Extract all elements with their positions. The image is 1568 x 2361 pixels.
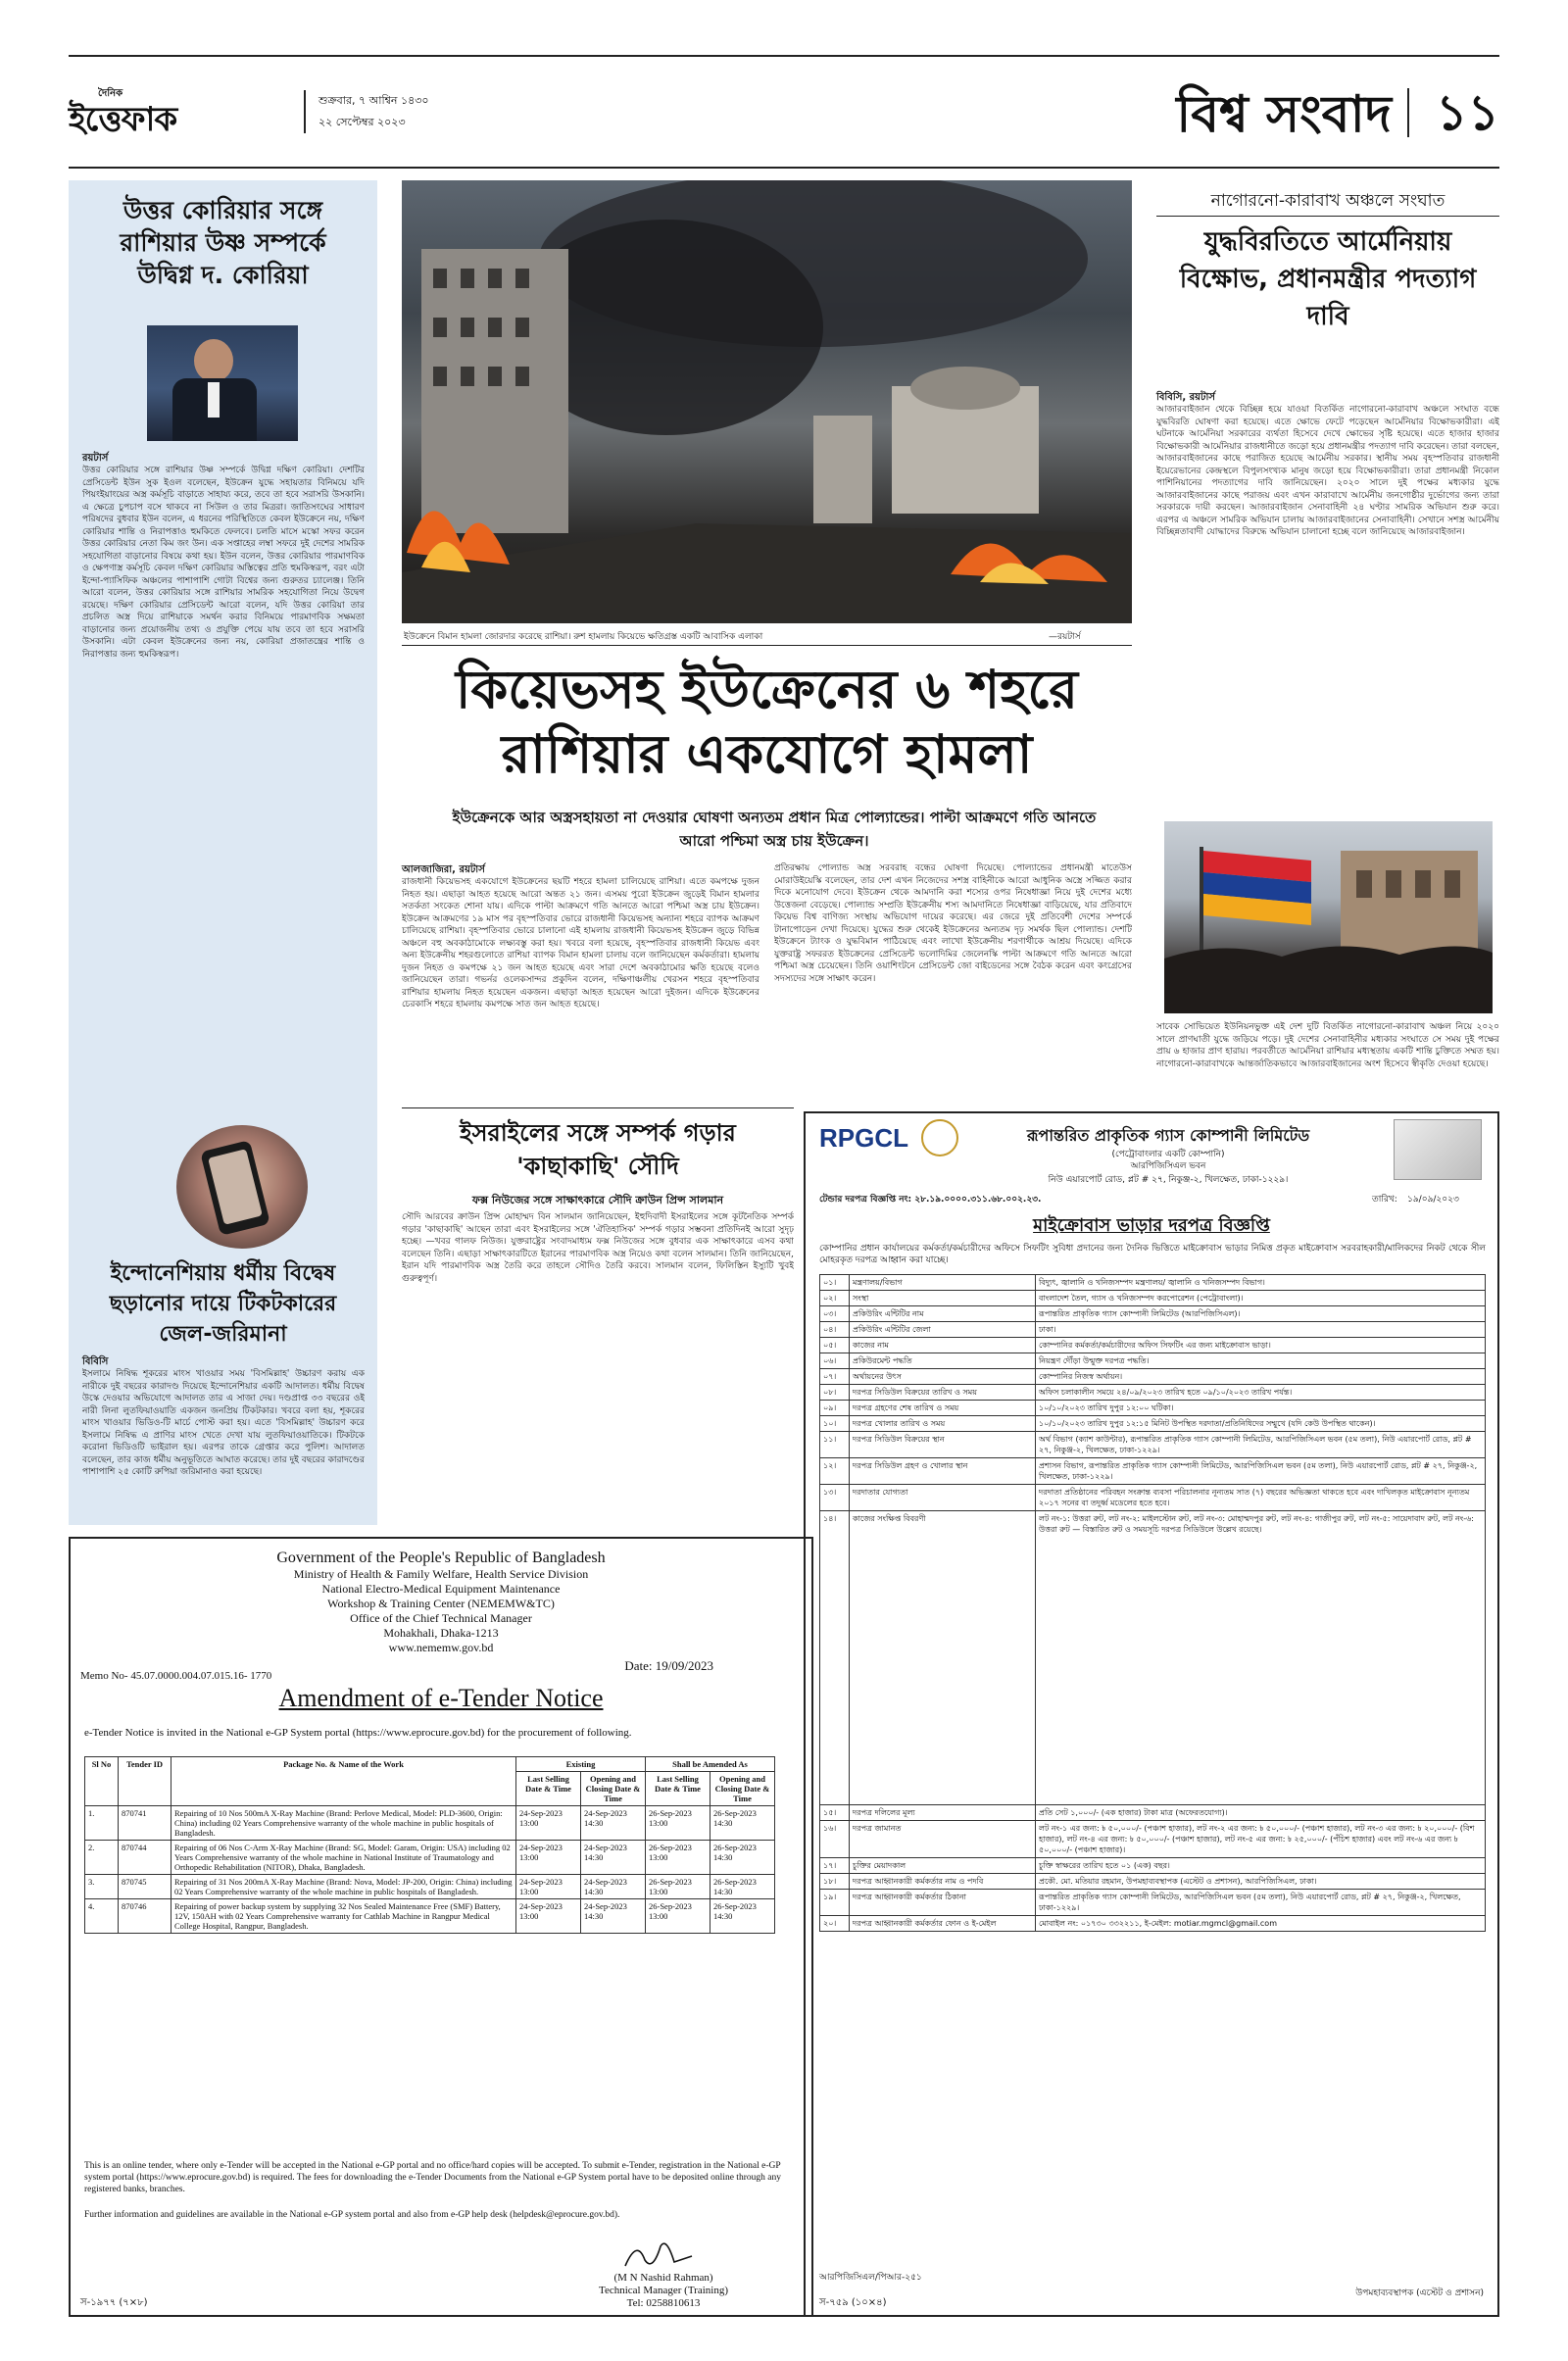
row-no: ১৪। — [820, 1511, 850, 1805]
row-value: লট নং-১: উত্তরা রুট, লট নং-২: মাইলস্টোন রুট, লট নং-৩: মোহাম্মদপুর রুট, লট নং-৪: গাজীপুর রুট, লট নং-৫: সায়েদাবাদ রুট, লট নং-৬: উত্তরা রুট — বিস্তারিত রুট ও সময়সূচি দরপত্র সিডিউলে উল্লেখ রয়েছে। — [1036, 1511, 1486, 1805]
govt-ad-code: স-১৯৭৭ (৭×৮) — [80, 2297, 148, 2308]
armenia-kicker-rule — [1156, 216, 1499, 217]
row-label: দরপত্র সিডিউল বিক্রয়ের স্থান — [850, 1432, 1036, 1458]
row-sl: 4. — [85, 1899, 119, 1934]
row-label: প্রকিউরমেন্ট পদ্ধতি — [850, 1353, 1036, 1369]
row-value: প্রতি সেট ১,০০০/- (এক হাজার) টাকা মাত্র (অফেরতযোগ্য)। — [1036, 1805, 1486, 1821]
th-new-last-selling: Last Selling Date & Time — [646, 1772, 710, 1806]
row-label: কাজের সংক্ষিপ্ত বিবরণী — [850, 1511, 1036, 1805]
rpgcl-footer-code: আরপিজিসিএল/পিআর-২৫১ — [819, 2273, 922, 2283]
row-no: ০৯। — [820, 1401, 850, 1416]
row-value: কোম্পানির নিজস্ব অর্থায়ন। — [1036, 1369, 1486, 1385]
th-sl: Sl No — [85, 1757, 119, 1806]
lead-col1: রাজধানী কিয়েভসহ একযোগে ইউক্রেনের ছয়টি শহরে হামলা চালিয়েছে রাশিয়া। এতে কমপক্ষে দুজন নিহত হয়। এছাড়া আহত হয়েছে আরো অন্তত ২১ জন। এসময় পুরো ইউক্রেন জুড়েই বিমান হামলার সতর্কতা সংকেত শোনা যায়। এদিকে পাল্টা আক্রমণে গতি আনতে আরো পশ্চিমা অস্ত্র চায় ইউক্রেন। ইউক্রেন আক্রমণের ১৯ মাস পর বৃহস্পতিবার ভোরে রাজধানী কিয়েভসহ অন্যান্য শহরে ব্যাপক আক্রমণ চালিয়েছে রাশিয়া। বৃহস্পতিবার ভোরে চালানো এই হামলায় রাজধানী কিয়েভসহ ইউক্রেন জুড়ে বিভিন্ন অঞ্চলে বহু অবকাঠামোকে লক্ষ্যবস্তু করা হয়। খবরে বলা হয়েছে, বৃহস্পতিবার রাজধানী কিয়েভ এবং অন্য ইউক্রেনীয় শহরগুলোতে রাশিয়া ব্যাপক বিমান হামলা চালায় বলে জানিয়েছেন কর্মকর্তারা। হামলায় দুজন নিহত ও কমপক্ষে ২১ জন আহত হয়েছে এবং সারা দেশে অবকাঠামোর ক্ষতি হয়েছে বলেও জানিয়েছেন তারা। গভর্নর ওলেকসান্দর প্রকুদিন বলেন, দক্ষিণাঞ্চলীয় খেরসন শহরে বৃহস্পতিবার রাশিয়ার হামলায় নিহত হয়েছেন একজন। এছাড়া আহত হয়েছেন আরো দুইজন। এদিকে ইউক্রেনের চেরকাসি শহরে হামলায় কমপক্ষে সাত জন আহত হয়েছে। — [402, 877, 760, 1009]
left-column — [69, 180, 377, 1525]
th-tender-id: Tender ID — [119, 1757, 172, 1806]
row-sl: 3. — [85, 1875, 119, 1899]
row-label: মন্ত্রণালয়/বিভাগ — [850, 1275, 1036, 1291]
portrait-emblem — [1394, 1119, 1482, 1180]
govt-line4: Workshop & Training Center (NEMEMW&TC) — [327, 1597, 555, 1610]
row-no: ১১। — [820, 1432, 850, 1458]
masthead-divider — [304, 90, 306, 133]
row-no: ১৬। — [820, 1821, 850, 1858]
row-ex-open: 24-Sep-2023 14:30 — [581, 1899, 646, 1934]
govt-line3: National Electro-Medical Equipment Maintenance — [321, 1582, 561, 1596]
govt-line6: Mohakhali, Dhaka-1213 — [383, 1626, 499, 1640]
armenia-photo-art — [1164, 821, 1493, 1013]
row-ex-open: 24-Sep-2023 14:30 — [581, 1841, 646, 1875]
armenia-title: যুদ্ধবিরতিতে আর্মেনিয়ায় বিক্ষোভ, প্রধানমন্ত্রীর পদত্যাগ দাবি — [1179, 227, 1477, 331]
govt-line2: Ministry of Health & Family Welfare, Health Service Division — [293, 1567, 589, 1581]
govt-memo: Memo No- 45.07.0000.004.07.015.16- 1770 — [80, 1670, 272, 1682]
row-value: ঢাকা। — [1036, 1322, 1486, 1338]
row-no: ১৯। — [820, 1890, 850, 1916]
row-no: ১৩। — [820, 1485, 850, 1511]
row-no: ০২। — [820, 1291, 850, 1306]
row-value: লট নং-১ এর জন্য: ৳ ৫০,০০০/- (পঞ্চাশ হাজার), লট নং-২ এর জন্য: ৳ ৫০,০০০/- (পঞ্চাশ হাজার), লট নং-৩ এর জন্য: ৳ ২০,০০০/- (বিশ হাজার), লট নং-৪ এর জন্য: ৳ ৫০,০০০/- (পঞ্চাশ হাজার), লট নং-৫ এর জন্য: ৳ ২৫,০০০/- (পঁচিশ হাজার) এবং লট নং-৬ এর জন্য ৳ ৫০,০০০/- (পঞ্চাশ হাজার)। — [1036, 1821, 1486, 1858]
table-row — [820, 1369, 1486, 1385]
tiktok-story-body: ইসলামে নিষিদ্ধ শূকরের মাংস খাওয়ার সময় 'বিসমিল্লাহ' উচ্চারণ করায় এক নারীকে দুই বছরের কারাদণ্ড দিয়েছে ইন্দোনেশিয়ার একটি আদালত। ধর্মীয় বিদ্বেষ উস্কে দেওয়ার অভিযোগে আদালত তার এ সাজা দেয়। দণ্ডপ্রাপ্ত ৩৩ বছরের ওই নারী লিনা লুতফিয়াওয়াতি একজন জনপ্রিয় টিকটকার। খবরে বলা হয়, শূকরের মাংস খাওয়ার ভিডিও-টি মার্চে পোস্ট করা হয়। এতে 'বিসমিল্লাহ' উচ্চারণ করে ইসলামে নিষিদ্ধ এ প্রাণির মাংস খেতে দেখা যায় লুতফিয়াওয়াতিকে। টিকটকে করোনা ভিডিওটি ভাইরাল হয়। এরপর তাকে গ্রেপ্তার করে পুলিশ। আদালত বলেছেন, তার কাজ ধর্মীয় অনুভূতিতে আঘাত করেছে। তার দুই বছরের কারাদণ্ডের পাশাপাশি ২৫ কোটি রুপিয়া জরিমানাও করা হয়েছে। — [82, 1369, 365, 1477]
row-work: Repairing of power backup system by supplying 32 Nos Sealed Maintenance Free (SMF) Battery, 12V, 150AH with 02 Years Comprehensive warranty for Cathlab Machine in Rangpur Medical College Hospital, Rangpur, Bangladesh. — [172, 1899, 516, 1934]
row-value: কোম্পানির কর্মকর্তা/কর্মচারীদের অফিস সিফটিং এর জন্য মাইক্রোবাস ভাড়া। — [1036, 1338, 1486, 1353]
row-value: মোবাইল নং: ০১৭৩০ ৩৩২২১১, ই-মেইল: motiar.mgmcl@gmail.com — [1036, 1916, 1486, 1932]
lead-subhead: ইউক্রেনকে আর অস্ত্রসহায়তা না দেওয়ার ঘোষণা অন্যতম প্রধান মিত্র পোল্যান্ডের। পাল্টা আক্রমণে গতি আনতে আরো পশ্চিমা অস্ত্র চায় ইউক্রেন। — [452, 809, 1097, 850]
row-work: Repairing of 10 Nos 500mA X-Ray Machine (Brand: Perlove Medical, Model: PLD-3600, Origin: China) including 02 Years Comprehensive warranty of the whole machine in public hospitals of Bangladesh. — [172, 1806, 516, 1841]
table-row — [820, 1890, 1486, 1916]
row-id: 870741 — [119, 1806, 172, 1841]
table-row — [820, 1291, 1486, 1306]
row-no: ০৬। — [820, 1353, 850, 1369]
govt-intro: e-Tender Notice is invited in the National e-GP System portal (https://www.eprocure.gov.bd) for the procurement of following. — [84, 1727, 632, 1739]
row-label: দরপত্র জামানত — [850, 1821, 1036, 1858]
govt-title: Amendment of e-Tender Notice — [278, 1684, 604, 1712]
row-value: চুক্তি স্বাক্ষরের তারিখ হতে ০১ (এক) বছর। — [1036, 1858, 1486, 1874]
govt-footer1: This is an online tender, where only e-Tender will be accepted in the National e-GP portal and no office/hard copies will be accepted. To submit e-Tender, registration in the National e-GP system portal (https://www.eprocure.gov.bd) is required. The fees for downloading the e-Tender Documents from the National e-GP System portal have to be deposited online through any registered banks, branches. — [84, 2161, 781, 2194]
row-value: প্রশাসন বিভাগ, রূপান্তরিত প্রাকৃতিক গ্যাস কোম্পানী লিমিটেড, আরপিজিসিএল ভবন (৫ম তলা), নিউ এয়ারপোর্ট রোড, প্লট # ২৭, নিকুঞ্জ-২, খিলক্ষেত, ঢাকা-১২২৯। — [1036, 1458, 1486, 1485]
table-row — [820, 1458, 1486, 1485]
row-no: ০৫। — [820, 1338, 850, 1353]
table-row — [85, 1875, 775, 1899]
rpgcl-ad-code: স-৭৫৯ (১০×৪) — [819, 2297, 887, 2308]
armenia-photo-caption: সাবেক সোভিয়েত ইউনিয়নভুক্ত এই দেশ দুটি বিতর্কিত নাগোরনো-কারাবাখ অঞ্চল নিয়ে ২০২০ সালে প্রাণঘাতী যুদ্ধে জড়িয়ে পড়ে। দুই দেশের সেনাবাহিনীর মধ্যকার সংঘাতে সে সময় দুই পক্ষের প্রায় ৬ হাজার প্রাণ হারায়। পরবর্তীতে আর্মেনিয়া রাশিয়ার মধ্যস্থতায় একটি শান্তি চুক্তিতে সম্মত হয়। নাগোরনো-কারাবাখকে আন্তর্জাতিকভাবে আজারবাইজানের অংশ হিসেবে স্বীকৃতি দেওয়া হয়েছে। — [1156, 1022, 1499, 1069]
rpgcl-date-label: তারিখ: — [1372, 1195, 1397, 1205]
saudi-subhead: ফক্স নিউজের সঙ্গে সাক্ষাৎকারে সৌদি ক্রাউন প্রিন্স সালমান — [471, 1194, 724, 1206]
top-rule — [69, 55, 1499, 57]
govt-sign-name: (M N Nashid Rahman) — [613, 2272, 713, 2284]
table-row — [820, 1322, 1486, 1338]
row-value: অর্থ বিভাগ (ক্যাশ কাউন্টার), রূপান্তরিত প্রাকৃতিক গ্যাস কোম্পানী লিমিটেড, আরপিজিসিএল ভবন (৫ম তলা), নিউ এয়ারপোর্ট রোড, প্লট # ২৭, নিকুঞ্জ-২, খিলক্ষেত, ঢাকা-১২২৯। — [1036, 1432, 1486, 1458]
logo-top: দৈনিক — [98, 88, 123, 99]
anniversary-badge — [921, 1119, 958, 1156]
row-label: দরপত্র গ্রহণের শেষ তারিখ ও সময় — [850, 1401, 1036, 1416]
row-ex-open: 24-Sep-2023 14:30 — [581, 1806, 646, 1841]
tiktok-story-byline: বিবিসি — [82, 1356, 109, 1367]
rpgcl-logo: RPGCL — [819, 1123, 908, 1153]
govt-tender-ad — [69, 1537, 813, 2317]
row-value: ১০/১০/২০২৩ তারিখ দুপুর ১২:১৫ মিনিট উপস্থিত দরদাতা/প্রতিনিধিদের সম্মুখে (যদি কেউ উপস্থিত থাকেন)। — [1036, 1416, 1486, 1432]
table-row — [85, 1899, 775, 1934]
row-no: ১২। — [820, 1458, 850, 1485]
masthead-rule — [69, 167, 1499, 169]
row-ex-sell: 24-Sep-2023 13:00 — [516, 1875, 581, 1899]
row-value: দরদাতা প্রতিষ্ঠানের পরিবহন সংক্রান্ত ব্যবসা পরিচালনার নূন্যতম সাত (৭) বছরের অভিজ্ঞতা থাকতে হবে এবং দাখিলকৃত মাইক্রোবাস নূন্যতম ২০১৭ সনের বা তদুর্ধ্ব মডেলের হতে হবে। — [1036, 1485, 1486, 1511]
masthead — [69, 82, 1499, 161]
table-row — [820, 1858, 1486, 1874]
row-label: দরপত্র দলিলের মূল্য — [850, 1805, 1036, 1821]
row-new-open: 26-Sep-2023 14:30 — [710, 1806, 775, 1841]
table-row — [820, 1432, 1486, 1458]
main-photo-caption: ইউক্রেনে বিমান হামলা জোরদার করেছে রাশিয়া। রুশ হামলায় কিয়েভে ক্ষতিগ্রস্ত একটি আবাসিক এলাকা — [404, 632, 763, 642]
rpgcl-title: মাইক্রোবাস ভাড়ার দরপত্র বিজ্ঞপ্তি — [1033, 1215, 1270, 1236]
rpgcl-table — [819, 1274, 1486, 1932]
row-no: ০৮। — [820, 1385, 850, 1401]
row-new-open: 26-Sep-2023 14:30 — [710, 1899, 775, 1934]
tiktok-photo — [176, 1125, 308, 1249]
row-new-sell: 26-Sep-2023 13:00 — [646, 1806, 710, 1841]
row-ex-sell: 24-Sep-2023 13:00 — [516, 1841, 581, 1875]
row-label: চুক্তির মেয়াদকাল — [850, 1858, 1036, 1874]
table-row — [820, 1874, 1486, 1890]
row-work: Repairing of 31 Nos 200mA X-Ray Machine (Brand: Nova, Model: JP-200, Origin: China) including 02 Years Comprehensive warranty of the whole machine in public hospitals of Bangladesh. — [172, 1875, 516, 1899]
tiktok-story-title: ইন্দোনেশিয়ায় ধর্মীয় বিদ্বেষ ছড়ানোর দায়ে টিকটকারের জেল-জরিমানা — [109, 1261, 337, 1347]
row-value: প্রকৌ. মো. মতিয়ার রহমান, উপমহাব্যবস্থাপক (এস্টেট ও প্রশাসন), আরপিজিসিএল, ঢাকা। — [1036, 1874, 1486, 1890]
table-row — [820, 1338, 1486, 1353]
table-row — [820, 1805, 1486, 1821]
row-new-sell: 26-Sep-2023 13:00 — [646, 1841, 710, 1875]
date-bn: শুক্রবার, ৭ আশ্বিন ১৪৩০ — [318, 94, 429, 107]
saudi-title-line1: ইসরাইলের সঙ্গে সম্পর্ক গড়ার — [460, 1119, 736, 1147]
govt-line1: Government of the People's Republic of Bangladesh — [276, 1549, 606, 1566]
main-photo-credit: —রয়টার্স — [1049, 632, 1081, 642]
row-value: বাংলাদেশ তৈল, গ্যাস ও খনিজসম্পদ করপোরেশন (পেট্রোবাংলা)। — [1036, 1291, 1486, 1306]
row-label: প্রকিউরিং এন্টিটির জেলা — [850, 1322, 1036, 1338]
row-value: নিয়ন্ত্রণ দৌঁড়া উন্মুক্ত দরপত্র পদ্ধতি। — [1036, 1353, 1486, 1369]
main-photo — [402, 180, 1132, 623]
govt-line7: www.nememw.gov.bd — [388, 1641, 494, 1654]
rpgcl-address: নিউ এয়ারপোর্ট রোড, প্লট # ২৭, নিকুঞ্জ-২, খিলক্ষেত, ঢাকা-১২২৯। — [1048, 1175, 1289, 1185]
row-sl: 1. — [85, 1806, 119, 1841]
row-no: ১৭। — [820, 1858, 850, 1874]
row-ex-sell: 24-Sep-2023 13:00 — [516, 1806, 581, 1841]
rpgcl-company: রূপান্তরিত প্রাকৃতিক গ্যাস কোম্পানী লিমিটেড — [1026, 1126, 1310, 1145]
row-new-sell: 26-Sep-2023 13:00 — [646, 1875, 710, 1899]
row-label: দরপত্র আহ্বানকারী কর্মকর্তার নাম ও পদবি — [850, 1874, 1036, 1890]
lead-title-line1: কিয়েভসহ ইউক্রেনের ৬ শহরে — [456, 659, 1078, 720]
table-row — [820, 1485, 1486, 1511]
row-no: ০১। — [820, 1275, 850, 1291]
th-new-opening: Opening and Closing Date & Time — [710, 1772, 775, 1806]
row-label: অর্থায়নের উৎস — [850, 1369, 1036, 1385]
armenia-photo — [1164, 821, 1493, 1013]
signature — [619, 2233, 698, 2276]
saudi-body: সৌদি আরবের ক্রাউন প্রিন্স মোহাম্মদ বিন সালমান জানিয়েছেন, ইহুদিবাদী ইসরাইলের সঙ্গে কূটনৈতিক সম্পর্ক গড়ার 'কাছাকাছি' আছেন তারা এবং ইসরাইলের সঙ্গে 'ঐতিহাসিক' সম্পর্ক গড়ার সম্ভবনা প্রতিদিনই আরো সুদৃঢ় হচ্ছে। —খবর গালফ নিউজ। যুক্তরাষ্ট্রের সংবাদমাধ্যম ফক্স নিউজের সঙ্গে বুধবার এক সাক্ষাৎকারে এসব কথা বলেছেন তিনি। এছাড়া সাক্ষাৎকারটিতে ইরানের পারমাণবিক অস্ত্র নিয়েও কথা বলেন সালমান। তিনি জানিয়েছেন, ইরান যদি পারমাণবিক অস্ত্র তৈরি করে তাহলে সৌদিও তৈরি করবে। সালমান বলেন, ফিলিস্তিন ইস্যুটি খুবই গুরুত্বপূর্ণ। — [402, 1212, 794, 1284]
row-new-sell: 26-Sep-2023 13:00 — [646, 1899, 710, 1934]
row-value: অফিস চলাকালীন সময়ে ২৪/০৯/২০২৩ তারিখ হতে ০৯/১০/২০২৩ তারিখ পর্যন্ত। — [1036, 1385, 1486, 1401]
table-row — [820, 1275, 1486, 1291]
govt-line5: Office of the Chief Technical Manager — [350, 1611, 532, 1625]
main-photo-art — [402, 180, 1132, 623]
row-no: ০৩। — [820, 1306, 850, 1322]
row-value: ১০/১০/২০২৩ তারিখ দুপুর ১২:০০ ঘটিকা। — [1036, 1401, 1486, 1416]
rpgcl-tender-ad — [804, 1111, 1499, 2317]
row-sl: 2. — [85, 1841, 119, 1875]
left-story-photo — [147, 325, 298, 441]
table-row — [85, 1806, 775, 1841]
row-ex-sell: 24-Sep-2023 13:00 — [516, 1899, 581, 1934]
rpgcl-sub1: (পেট্রোবাংলার একটি কোম্পানি) — [1111, 1150, 1225, 1159]
table-row — [820, 1353, 1486, 1369]
armenia-kicker: নাগোরনো-কারাবাখ অঞ্চলে সংঘাত — [1210, 191, 1446, 211]
row-no: ১৫। — [820, 1805, 850, 1821]
row-id: 870745 — [119, 1875, 172, 1899]
row-no: ০৭। — [820, 1369, 850, 1385]
row-label: কাজের নাম — [850, 1338, 1036, 1353]
row-no: ১৮। — [820, 1874, 850, 1890]
main-photo-rule — [402, 645, 1132, 646]
left-story-byline: রয়টার্স — [82, 453, 109, 464]
lead-col2: প্রতিরক্ষায় পোল্যান্ড অস্ত্র সরবরাহ বন্ধের ঘোষণা দিয়েছে। পোল্যান্ডের প্রধানমন্ত্রী মাতেউস মোরাউইয়েস্কি বলেছেন, তার দেশ এখন নিজেদের সশস্ত্র বাহিনীকে আরো আধুনিক অস্ত্রে সজ্জিত করার দিকে মনোযোগ দেবে। ইউক্রেন থেকে আমদানি করা শস্যের ওপর নিষেধাজ্ঞা নিয়ে দুই দেশের মধ্যে উত্তেজনা বেড়েছে। পোল্যান্ড সম্প্রতি ইউক্রেনীয় শস্য আমদানিতে নিষেধাজ্ঞা বাড়িয়েছে, যার প্রতিবাদে কিয়েভ বিশ্ব বাণিজ্য সংস্থায় অভিযোগ দায়ের করেছে। এর জেরে দুই প্রতিবেশী দেশের সম্পর্কে টানাপোড়েন দেখা দিয়েছে। যুদ্ধের শুরু থেকেই ইউক্রেনের অন্যতম দৃঢ় সমর্থক ছিল পোল্যান্ড। দেশটি ইউক্রেনে ট্যাংক ও যুদ্ধবিমান পাঠিয়েছে এবং লাখো ইউক্রেনীয় শরণার্থীকে আশ্রয় দিয়েছে। এদিকে যুক্তরাষ্ট্র সফররত ইউক্রেনের প্রেসিডেন্ট ভলোদিমির জেলেনস্কি পাল্টা আক্রমণে গতি আনতে আরো পশ্চিমা অস্ত্র চেয়েছেন। তিনি ওয়াশিংটনে প্রেসিডেন্ট জো বাইডেনের সঙ্গে বৈঠক করেন এবং কংগ্রেসের সদস্যদের সঙ্গে সাক্ষাৎ করেন। — [774, 863, 1132, 984]
row-new-open: 26-Sep-2023 14:30 — [710, 1875, 775, 1899]
saudi-rule — [402, 1107, 794, 1108]
table-row — [820, 1401, 1486, 1416]
th-existing: Existing — [516, 1757, 646, 1772]
armenia-body: আজারবাইজান থেকে বিচ্ছিন্ন হয়ে যাওয়া বিতর্কিত নাগোরনো-কারাবাখ অঞ্চলে সংঘাত বন্ধে যুদ্ধবিরতি ঘোষণা করা হয়েছে। এতে ক্ষোভে ফেটে পড়েছেন আর্মেনিয়ার বিক্ষোভকারীরা। এই ঘটনাকে আর্মেনিয়া সরকারের ব্যর্থতা হিসেবে দেখে ক্ষোভের সৃষ্টি হয়েছে। এতে হাজার হাজার বিক্ষোভকারী আর্মেনিয়ার রাজধানীতে জড়ো হয়ে প্রধানমন্ত্রীর পদত্যাগ দাবি করেছেন। তারা বলছেন, আজারবাইজানের কাছে পরাজিত হয়েছে আর্মেনীয় সরকার। স্থানীয় সময় বৃহস্পতিবার রাজধানী ইয়েরেভানের কেন্দ্রস্থলে বিপুলসংখ্যক মানুষ জড়ো হয়ে বিক্ষোভকারীরা। তারা প্রধানমন্ত্রী নিকোল পাশিনিয়ানের পদত্যাগের দাবি জানিয়েছেন। ২০২০ সালে দুই পক্ষের মধ্যকার যুদ্ধে আজারবাইজানের কাছে পরাজয় এবং এখন কারাবাখে আর্মেনীয় জনগোষ্ঠীর দুর্ভোগের জন্য তারা সরকারকে দায়ী করছেন। আজারবাইজান সেনাবাহিনী ২৪ ঘণ্টার সামরিক অভিযান শুরু করে। এরপর এ অঞ্চলে সামরিক অভিযান চালায় আজারবাইজানের সেনাবাহিনী। সেখানে সশস্ত্র আর্মেনীয় বিচ্ছিন্নতাবাদী যোদ্ধাদের বিরুদ্ধে অভিযান চালানো হচ্ছে বলে জানিয়েছে আজারবাইজান। — [1156, 405, 1499, 537]
rpgcl-sign: উপমহাব্যবস্থাপক (এস্টেট ও প্রশাসন) — [1355, 2288, 1484, 2298]
row-label: সংস্থা — [850, 1291, 1036, 1306]
row-no: ১০। — [820, 1416, 850, 1432]
th-ex-opening: Opening and Closing Date & Time — [581, 1772, 646, 1806]
th-package: Package No. & Name of the Work — [172, 1757, 516, 1806]
table-row — [820, 1511, 1486, 1805]
rpgcl-sub2: আরপিজিসিএল ভবন — [1130, 1161, 1206, 1171]
rpgcl-intro: কোম্পানির প্রধান কার্যালয়ের কর্মকর্তা/কর্মচারীদের অফিসে সিফটিং সুবিধা প্রদানের জন্য দৈনিক ভিত্তিতে মাইক্রোবাস ভাড়ার নিমিত্ত প্রকৃত মাইক্রোবাস সরবরাহকারী/মালিকদের নিকট থেকে সীল মোহরকৃত দরপত্র আহ্বান করা যাচ্ছে। — [819, 1244, 1486, 1265]
lead-byline: আলজাজিরা, রয়টার্স — [402, 864, 485, 875]
page-number: ১১ — [1436, 84, 1499, 141]
row-label: দরপত্র সিডিউল গ্রহণ ও খোলার স্থান — [850, 1458, 1036, 1485]
left-story-title: উত্তর কোরিয়ার সঙ্গে রাশিয়ার উষ্ণ সম্পর্কে উদ্বিগ্ন দ. কোরিয়া — [120, 196, 326, 289]
left-story-body: উত্তর কোরিয়ার সঙ্গে রাশিয়ার উষ্ণ সম্পর্কে উদ্বিগ্ন দক্ষিণ কোরিয়া। দেশটির প্রেসিডেন্ট ইউন সুক ইওল বলেছেন, ইউক্রেন যুদ্ধে সহায়তার বিনিময়ে যদি পিয়ংইয়াংয়ের অস্ত্র কর্মসূচি বাড়াতে সাহায্য করে, তবে তা হবে সরাসরি উসকানি। এ ক্ষেত্রে চুপচাপ বসে থাকবে না সিউল ও তার মিত্ররা। জাতিসংঘের সাধারণ পরিষদের বুধবার ইউন বলেন, এ ধরনের পরিস্থিতিতে কেবল ইউক্রেনে নয়, দক্ষিণ কোরিয়ার শান্তি ও নিরাপত্তাও হুমকিতে ফেলবে। চলতি মাসে মস্কো সফর করেন উত্তর কোরিয়ার নেতা কিম জং উন। এক সপ্তাহের লম্বা সফরে দুই দেশের সামরিক সহযোগিতা বাড়ানোর বিষয়ে কথা হয়। ইউন বলেন, উত্তর কোরিয়ার পারমাণবিক ও ক্ষেপণাস্ত্র কর্মসূচি কেবল দক্ষিণ কোরিয়ার অস্তিত্বের প্রতি হুমকিস্বরূপ, বরং এটা ইন্দো-প্যাসিফিক অঞ্চলের পাশাপাশি গোটা বিশ্বের জন্য গুরুতর চ্যালেঞ্জ। তিনি আরো বলেন, উত্তর কোরিয়ার সঙ্গে রাশিয়ার সামরিক সহযোগিতা নিয়ে উদ্বেগ রয়েছে। দক্ষিণ কোরিয়ার প্রেসিডেন্ট আরো বলেন, যদি উত্তর কোরিয়া তার প্রচলিত অস্ত্র দিয়ে রাশিয়াকে সমর্থন করার বিনিময়ে পারমাণবিক সক্ষমতা বাড়ানোর জন্য প্রয়োজনীয় তথ্য ও প্রযুক্তি পেয়ে যায় তবে তা হবে সরাসরি উসকানি। এটা কেবল ইউক্রেনের জন্য নয়, কোরিয়া প্রজাতন্ত্রের শান্তি ও নিরাপত্তার জন্য হুমকিস্বরূপ। — [82, 466, 365, 660]
date-en: ২২ সেপ্টেম্বর ২০২৩ — [318, 116, 406, 128]
table-row — [85, 1841, 775, 1875]
row-value: রূপান্তরিত প্রাকৃতিক গ্যাস কোম্পানী লিমিটেড, আরপিজিসিএল ভবন (৫ম তলা), নিউ এয়ারপোর্ট রোড, প্লট # ২৭, নিকুঞ্জ-২, খিলক্ষেত, ঢাকা-১২২৯। — [1036, 1890, 1486, 1916]
row-new-open: 26-Sep-2023 14:30 — [710, 1841, 775, 1875]
section-divider — [1407, 88, 1409, 137]
row-label: দরপত্র আহ্বানকারী কর্মকর্তার ফোন ও ই-মেইল — [850, 1916, 1036, 1932]
row-no: ২০। — [820, 1916, 850, 1932]
table-row — [820, 1385, 1486, 1401]
row-id: 870746 — [119, 1899, 172, 1934]
govt-footer2: Further information and guidelines are available in the National e-GP system portal and also from e-GP help desk (helpdesk@eprocure.gov.bd). — [84, 2210, 620, 2220]
row-label: দরপত্র খোলার তারিখ ও সময় — [850, 1416, 1036, 1432]
table-row — [820, 1821, 1486, 1858]
table-row — [820, 1416, 1486, 1432]
govt-sign-title: Technical Manager (Training) — [599, 2285, 728, 2296]
logo-main: ইত্তেফাক — [69, 100, 177, 139]
row-label: দরপত্র সিডিউল বিক্রয়ের তারিখ ও সময় — [850, 1385, 1036, 1401]
lead-title-line2: রাশিয়ার একযোগে হামলা — [501, 723, 1033, 785]
row-id: 870744 — [119, 1841, 172, 1875]
row-label: দরপত্র আহ্বানকারী কর্মকর্তার ঠিকানা — [850, 1890, 1036, 1916]
row-label: প্রকিউরিং এন্টিটির নাম — [850, 1306, 1036, 1322]
row-work: Repairing of 06 Nos C-Arm X-Ray Machine (Brand: SG, Model: Garam, Origin: USA) including 02 Years Comprehensive warranty of the whole machine in National Institute of Traumatology and Orthopedic Rehabilitation (NITOR), Dhaka, Bangladesh. — [172, 1841, 516, 1875]
th-ex-last-selling: Last Selling Date & Time — [516, 1772, 581, 1806]
logo — [69, 86, 294, 141]
row-ex-open: 24-Sep-2023 14:30 — [581, 1875, 646, 1899]
section-title: বিশ্ব সংবাদ — [1176, 85, 1392, 144]
armenia-byline: বিবিসি, রয়টার্স — [1156, 392, 1215, 403]
table-row — [820, 1306, 1486, 1322]
row-no: ০৪। — [820, 1322, 850, 1338]
rpgcl-date: ১৯/০৯/২০২৩ — [1407, 1195, 1459, 1205]
row-value: বিদ্যুৎ, জ্বালানি ও খনিজসম্পদ মন্ত্রণালয়/ জ্বালানি ও খনিজসম্পদ বিভাগ। — [1036, 1275, 1486, 1291]
table-row — [820, 1916, 1486, 1932]
govt-date: Date: 19/09/2023 — [624, 1658, 713, 1673]
row-label: দরদাতার যোগ্যতা — [850, 1485, 1036, 1511]
saudi-title-line2: 'কাছাকাছি' সৌদি — [516, 1153, 679, 1180]
row-value: রূপান্তরিত প্রাকৃতিক গ্যাস কোম্পানী লিমিটেড (আরপিজিসিএল)। — [1036, 1306, 1486, 1322]
rpgcl-ref: টেন্ডার দরপত্র বিজ্ঞপ্তি নং: ২৮.১৯.০০০০.৩১১.৬৮.০০২.২৩. — [819, 1195, 1042, 1205]
govt-tender-table — [84, 1756, 775, 1934]
th-amended: Shall be Amended As — [646, 1757, 775, 1772]
govt-sign-tel: Tel: 0258810613 — [626, 2297, 701, 2309]
